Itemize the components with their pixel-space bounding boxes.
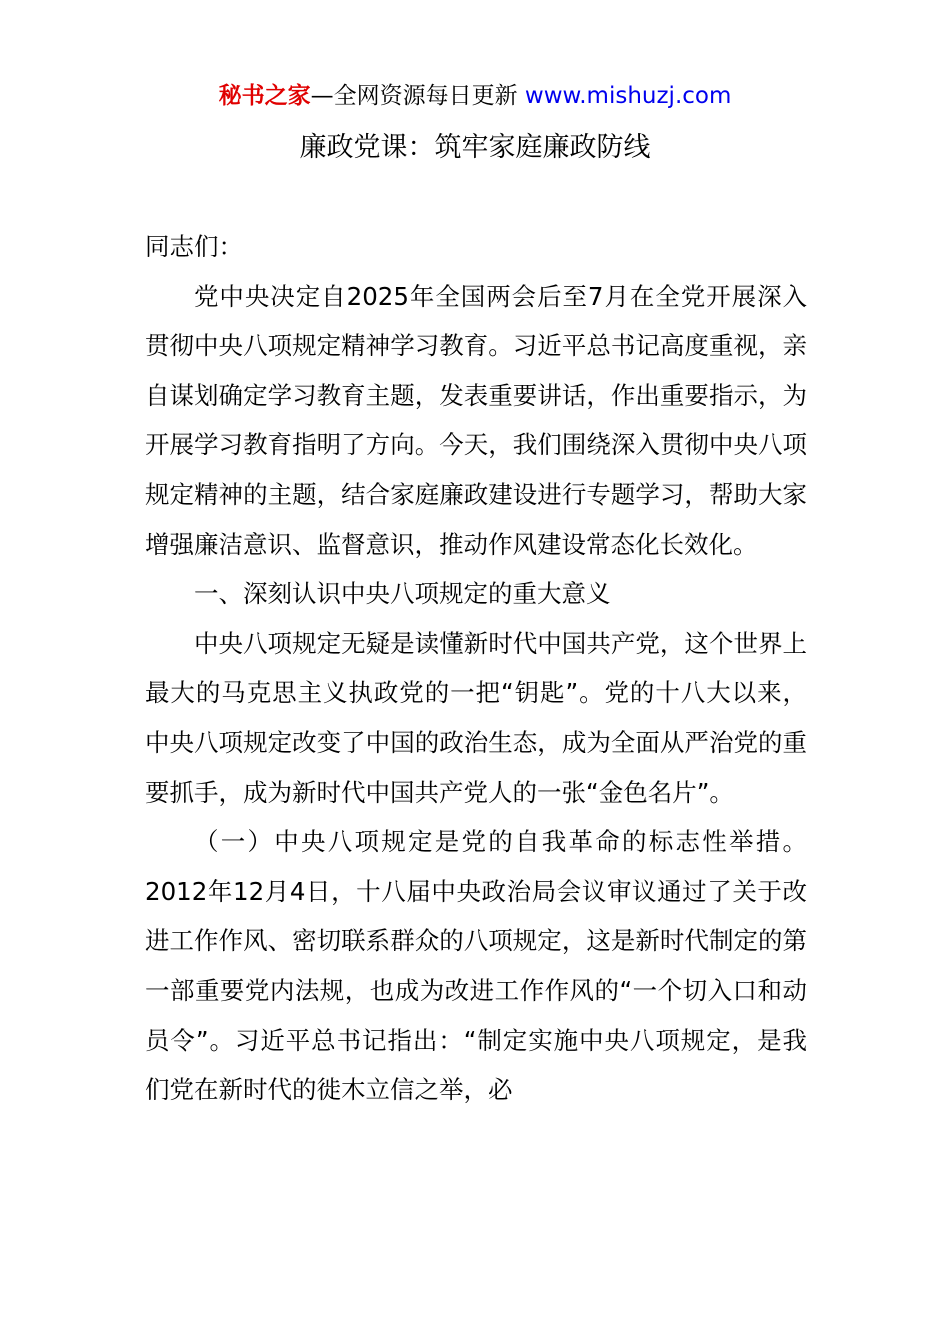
banner-tagline: —全网资源每日更新 [310,83,518,109]
banner-brand: 秘书之家 [218,83,311,109]
paragraph-subsection-1: （一）中央八项规定是党的自我革命的标志性举措。2012年12月4日，十八届中央政治局会议审议通过了关于改进工作作风、密切联系群众的八项规定，这是新时代制定的第一部重要党内法规，也成为改进工作作风的“一个切入口和动员令”。习近平总书记指出：“制定实施中央八项规定，是我们党在新时代的徙木立信之举，必 [145,827,807,1105]
banner-url-link[interactable]: www.mishuzj.com [524,83,732,109]
paragraph-section-intro: 中央八项规定无疑是读懂新时代中国共产党，这个世界上最大的马克思主义执政党的一把“钥匙”。党的十八大以来，中央八项规定改变了中国的政治生态，成为全面从严治党的重要抓手，成为新时代中国共产党人的一张“金色名片”。 [145,628,807,807]
site-banner [0,80,950,112]
document-body [145,222,807,1115]
paragraph-intro: 党中央决定自2025年全国两会后至7月在全党开展深入贯彻中央八项规定精神学习教育。习近平总书记高度重视，亲自谋划确定学习教育主题，发表重要讲话，作出重要指示，为开展学习教育指明了方向。今天，我们围绕深入贯彻中央八项规定精神的主题，结合家庭廉政建设进行专题学习，帮助大家增强廉洁意识、监督意识，推动作风建设常态化长效化。 [145,281,807,559]
section-heading: 一、深刻认识中央八项规定的重大意义 [194,579,611,609]
salutation: 同志们： [145,232,243,261]
document-title: 廉政党课：筑牢家庭廉政防线 [299,132,651,163]
